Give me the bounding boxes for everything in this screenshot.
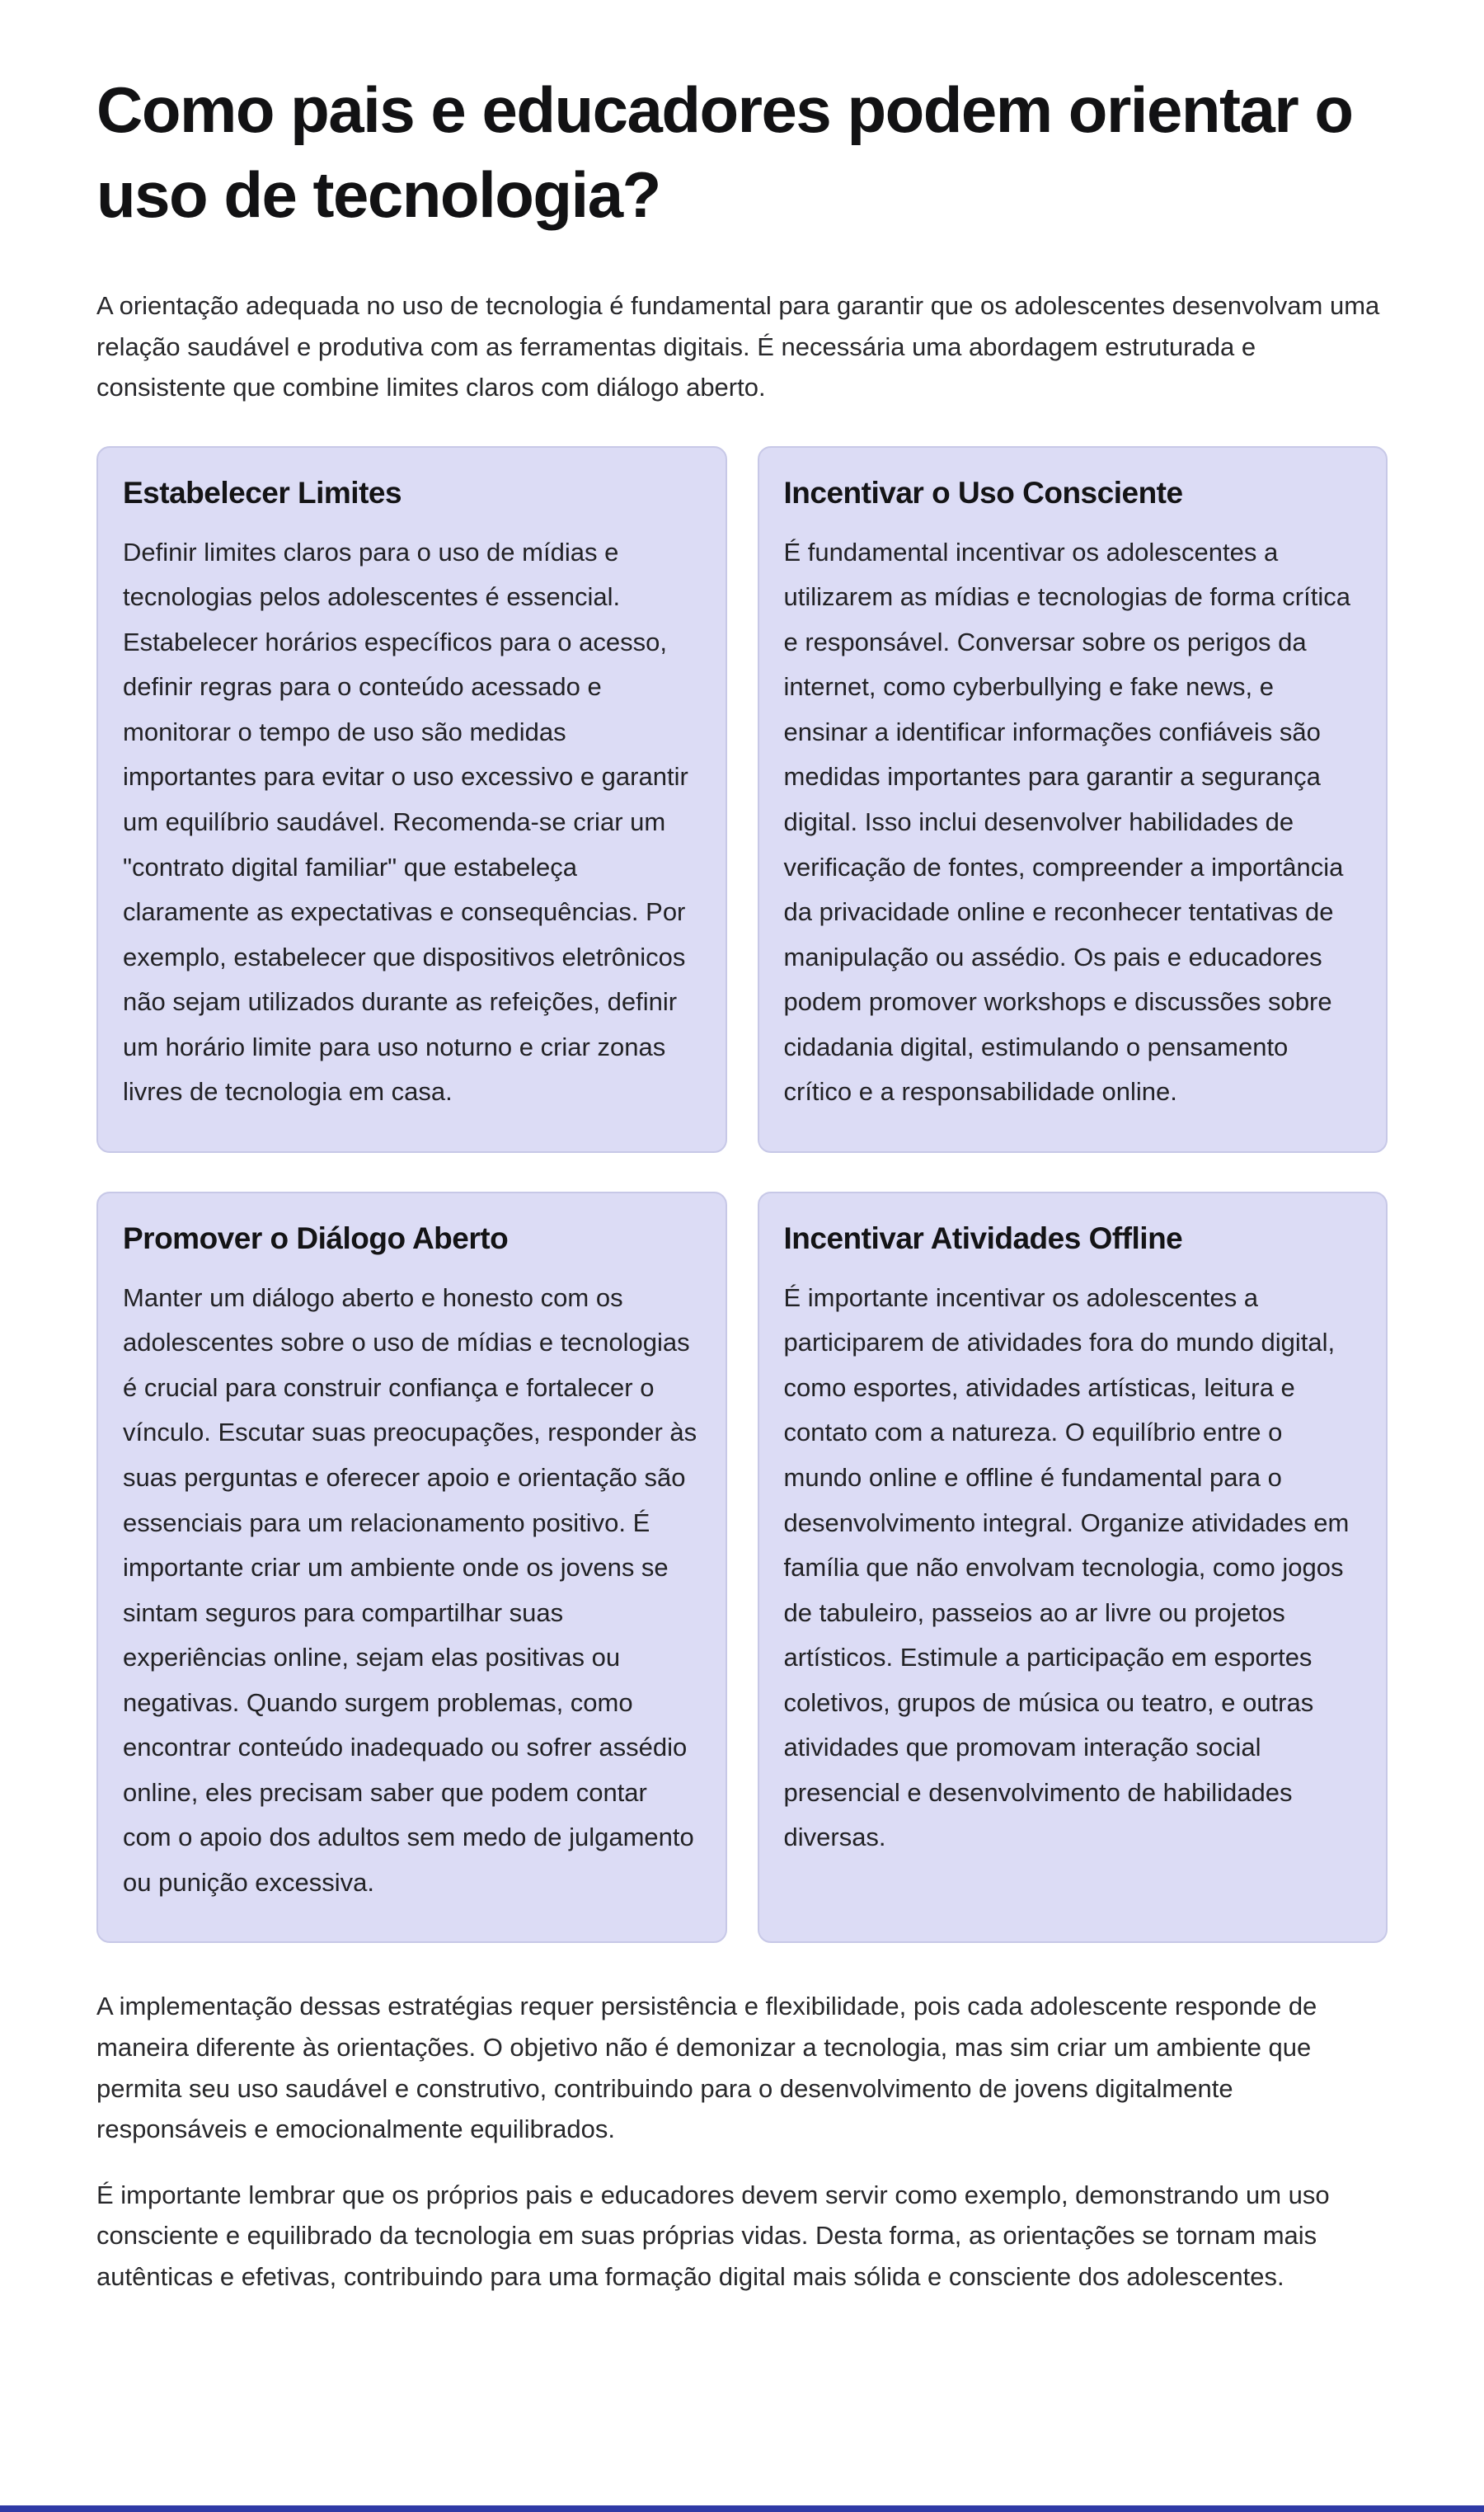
card-promover-dialogo-aberto xyxy=(96,1192,727,1944)
intro-paragraph: A orientação adequada no uso de tecnologia é fundamental para garantir que os adolescentes desenvolvam uma relação saudável e produtiva com as ferramentas digitais. É necessária uma abordagem estruturada e consistente que combine limites claros com diálogo aberto. xyxy=(96,290,1380,402)
card-body: Definir limites claros para o uso de mídias e tecnologias pelos adolescentes é essencial. Estabelecer horários específicos para o acesso, definir regras para o conteúdo acessado e monitorar o tempo de uso são medidas importantes para evitar o uso excessivo e garantir um equilíbrio saudável. Recomenda-se criar um "contrato digital familiar" que estabeleça claramente as expectativas e consequências. Por exemplo, estabelecer que dispositivos eletrônicos não sejam utilizados durante as refeições, definir um horário limite para uso noturno e criar zonas livres de tecnologia em casa. xyxy=(123,537,688,1107)
closing-paragraph-1: A implementação dessas estratégias requer persistência e flexibilidade, pois cada adolescente responde de maneira diferente às orientações. O objetivo não é demonizar a tecnologia, mas sim criar um ambiente que permita seu uso saudável e construtivo, contribuindo para o desenvolvimento de jovens digitalmente responsáveis e emocionalmente equilibrados. xyxy=(96,1992,1317,2144)
card-incentivar-uso-consciente xyxy=(758,446,1388,1153)
card-body: É fundamental incentivar os adolescentes a utilizarem as mídias e tecnologias de forma crítica e responsável. Conversar sobre os perigos da internet, como cyberbullying e fake news, e ensinar a identificar informações confiáveis são medidas importantes para garantir a segurança digital. Isso inclui desenvolver habilidades de verificação de fontes, compreender a importância da privacidade online e reconhecer tentativas de manipulação ou assédio. Os pais e educadores podem promover workshops e discussões sobre cidadania digital, estimulando o pensamento crítico e a responsabilidade online. xyxy=(783,537,1350,1107)
cards-grid xyxy=(96,446,1388,1944)
card-body: É importante incentivar os adolescentes a participarem de atividades fora do mundo digital, como esportes, atividades artísticas, leitura e contato com a natureza. O equilíbrio entre o mundo online e offline é fundamental para o desenvolvimento integral. Organize atividades em família que não envolvam tecnologia, como jogos de tabuleiro, passeios ao ar livre ou projetos artísticos. Estimule a participação em esportes coletivos, grupos de música ou teatro, e outras atividades que promovam interação social presencial e desenvolvimento de habilidades diversas. xyxy=(783,1282,1350,1852)
page-title: Como pais e educadores podem orientar o uso de tecnologia? xyxy=(96,73,1353,231)
card-title: Incentivar o Uso Consciente xyxy=(783,475,1183,510)
card-title: Estabelecer Limites xyxy=(123,475,402,510)
card-estabelecer-limites xyxy=(96,446,727,1153)
bottom-bar xyxy=(0,2505,1484,2512)
closing-paragraph-2: É importante lembrar que os próprios pais e educadores devem servir como exemplo, demonstrando um uso consciente e equilibrado da tecnologia em suas próprias vidas. Desta forma, as orientações se tornam mais autênticas e efetivas, contribuindo para uma formação digital mais sólida e consciente dos adolescentes. xyxy=(96,2180,1330,2292)
card-body: Manter um diálogo aberto e honesto com os adolescentes sobre o uso de mídias e tecnologias é crucial para construir confiança e fortalecer o vínculo. Escutar suas preocupações, responder às suas perguntas e oferecer apoio e orientação são essenciais para um relacionamento positivo. É importante criar um ambiente onde os jovens se sintam seguros para compartilhar suas experiências online, sejam elas positivas ou negativas. Quando surgem problemas, como encontrar conteúdo inadequado ou sofrer assédio online, eles precisam saber que podem contar com o apoio dos adultos sem medo de julgamento ou punição excessiva. xyxy=(123,1282,697,1897)
card-title: Incentivar Atividades Offline xyxy=(783,1221,1183,1255)
card-incentivar-atividades-offline xyxy=(758,1192,1388,1944)
card-title: Promover o Diálogo Aberto xyxy=(123,1221,509,1255)
